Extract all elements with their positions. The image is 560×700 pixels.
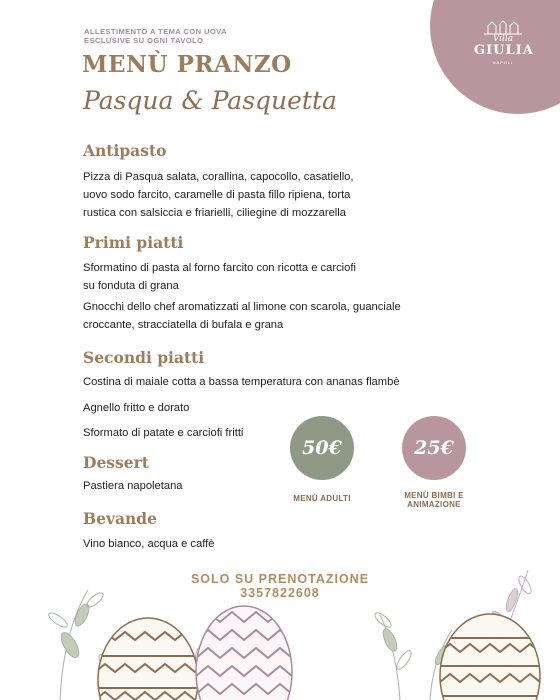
section-heading-antipasto: Antipasto [83,141,167,160]
antipasto-line2: uovo sodo farcito, caramelle di pasta fillo ripiena, torta [83,189,351,201]
antipasto-line1: Pizza di Pasqua salata, corallina, capocollo, casatiello, [83,171,354,183]
logo-line1: Villa [492,34,514,44]
price-kids-label-line2: ANIMAZIONE [407,500,461,509]
logo-line3: NAPOLI [492,60,514,65]
primi-item2-line1: Gnocchi dello chef aromatizzati al limone con scarola, guanciale [83,301,401,313]
logo-line2: GIULIA [474,43,534,58]
easter-egg-right-icon [440,614,540,700]
antipasto-line3: rustica con salsiccia e friarielli, ciliegine di mozzarella [83,207,347,219]
primi-item1-line2: su fonduta di grana [83,280,179,292]
secondi-item2: Agnello fritto e dorato [83,402,190,414]
price-adult-label: MENÙ ADULTI [293,494,351,503]
dessert-item1: Pastiera napoletana [83,480,183,492]
section-heading-secondi: Secondi piatti [83,348,205,367]
secondi-item3: Sformato di patate e carciofi fritti [83,427,244,439]
price-adult-badge: 50€ [290,416,354,480]
note-line1: ALLESTIMENTO A TEMA CON UOVA [84,27,227,36]
section-heading-primi: Primi piatti [83,233,184,252]
primi-item2-line2: croccante, stracciatella di bufala e grana [83,319,284,331]
menu-title: MENÙ PRANZO [82,51,292,78]
section-heading-dessert: Dessert [83,453,149,472]
section-heading-bevande: Bevande [83,509,157,528]
easter-egg-middle-icon [196,606,292,700]
secondi-item1: Costina di maiale cotta a bassa temperatura con ananas flambè [83,376,400,388]
price-kids-label-line1: MENÙ BIMBI E [404,491,464,500]
reservation-text: SOLO SU PRENOTAZIONE [190,572,370,586]
primi-item1-line1: Sformatino di pasta al forno farcito con ricotta e carciofi [83,262,356,274]
bevande-item1: Vino bianco, acqua e caffè [83,538,215,550]
price-kids-badge: 25€ [402,416,466,480]
note-line2: ESCLUSIVE SU OGNI TAVOLO [84,36,204,45]
menu-subtitle: Pasqua & Pasquetta [83,86,337,115]
easter-egg-left-icon [95,618,205,700]
reservation-phone: 3357822608 [240,586,320,600]
